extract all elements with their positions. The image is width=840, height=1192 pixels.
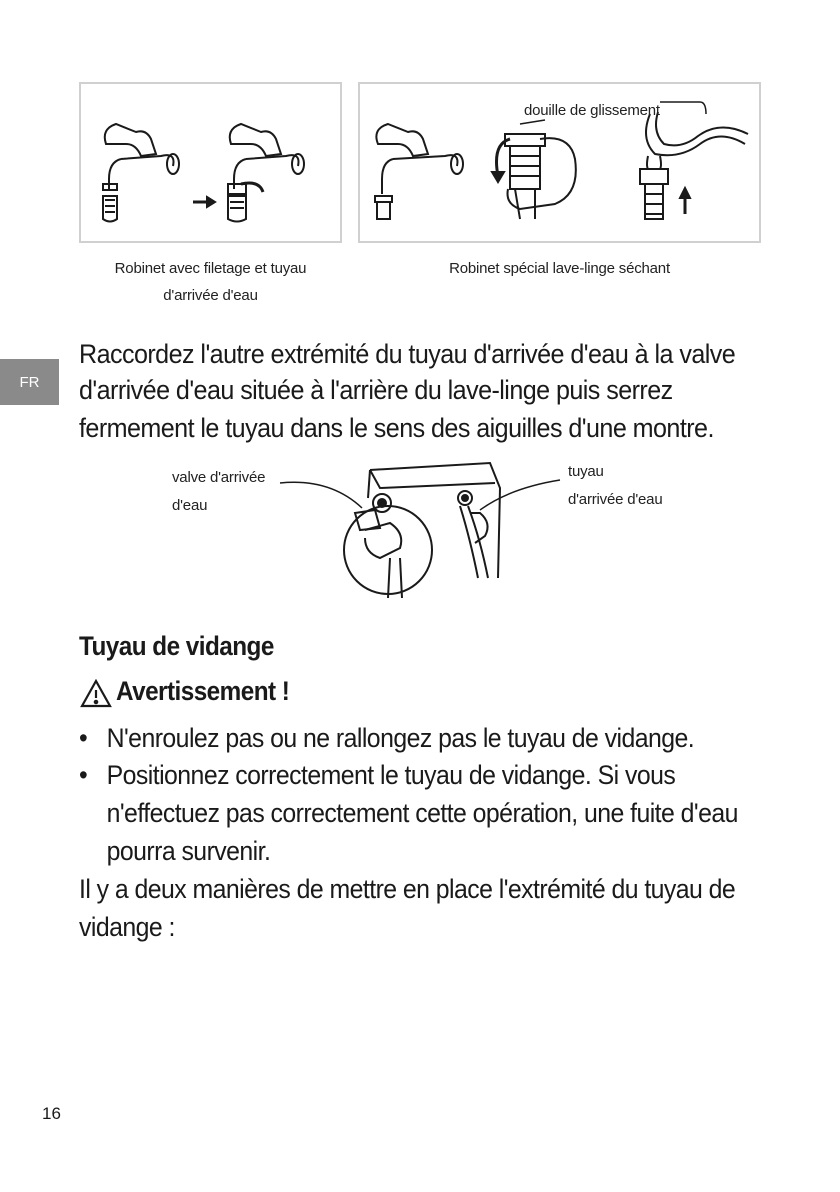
label-inlet-valve-line2: d'eau — [172, 497, 208, 514]
paragraph2-line: vidange : — [79, 912, 175, 942]
caption-left — [79, 255, 342, 309]
figure-tap-threaded — [79, 82, 342, 243]
bullet-dot: • — [79, 760, 88, 790]
caption-left-line2: d'arrivée d'eau — [163, 287, 258, 304]
label-inlet-hose-line2: d'arrivée d'eau — [568, 491, 663, 508]
washer-valve-illustration — [270, 458, 570, 608]
label-sleeve: douille de glissement — [524, 102, 660, 119]
bullet-continuation — [79, 795, 738, 831]
caption-left-line1: Robinet avec filetage et tuyau — [114, 260, 307, 277]
paragraph1-line: fermement le tuyau dans le sens des aiguilles d'une montre. — [79, 413, 714, 443]
section-title: Tuyau de vidange — [79, 631, 274, 661]
warning-triangle-icon — [80, 679, 112, 709]
warning-title: Avertissement ! — [116, 676, 290, 706]
label-inlet-hose-line1: tuyau — [568, 463, 604, 480]
paragraph1-line: Raccordez l'autre extrémité du tuyau d'arrivée d'eau à la valve — [79, 339, 736, 369]
bullet-continuation — [79, 833, 270, 869]
bullet-text: Positionnez correctement le tuyau de vidange. Si vous — [106, 760, 676, 790]
label-inlet-valve-line1: valve d'arrivée — [172, 469, 266, 486]
bullet-text: pourra survenir. — [106, 836, 271, 866]
paragraph2-line: Il y a deux manières de mettre en place l'extrémité du tuyau de — [79, 874, 736, 904]
language-tab-label: FR — [19, 373, 40, 391]
bullet-text: n'effectuez pas correctement cette opération, une fuite d'eau — [106, 798, 738, 828]
label-inlet-hose — [568, 458, 662, 514]
label-inlet-valve — [172, 464, 265, 520]
tap-threaded-illustration — [81, 84, 340, 241]
caption-right: Robinet spécial lave-linge séchant — [449, 260, 670, 277]
paragraph1-line: d'arrivée d'eau située à l'arrière du lave-linge puis serrez — [79, 375, 673, 405]
bullet-text: N'enroulez pas ou ne rallongez pas le tuyau de vidange. — [106, 723, 695, 753]
language-tab — [0, 359, 59, 405]
bullet-item — [79, 757, 675, 793]
bullet-item — [79, 720, 694, 756]
page-number: 16 — [42, 1104, 61, 1123]
bullet-dot: • — [79, 723, 88, 753]
